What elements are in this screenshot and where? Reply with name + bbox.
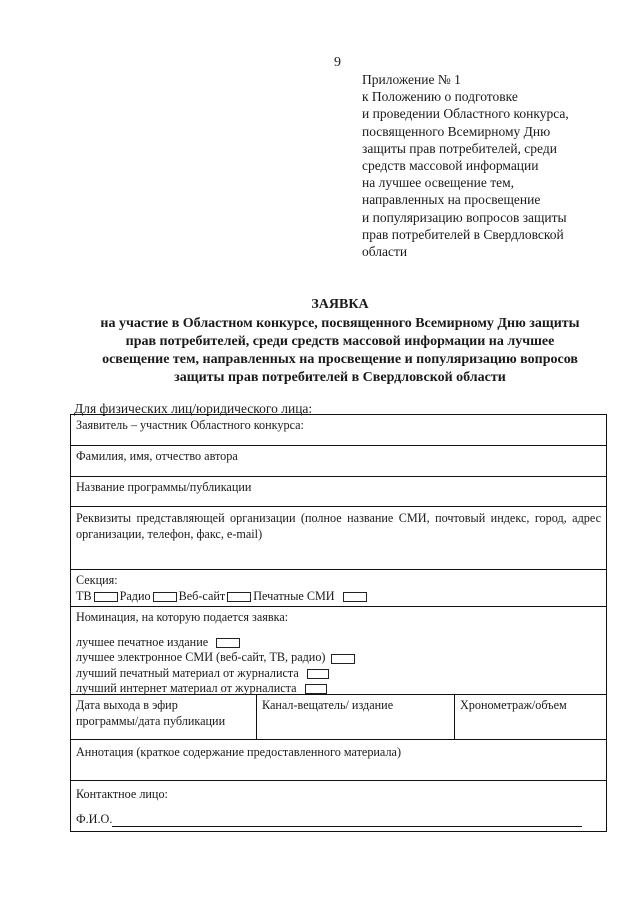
nomination-option-label: лучший печатный материал от журналиста (76, 665, 299, 680)
broadcast-date-cell[interactable] (71, 695, 256, 739)
org-details-row[interactable] (71, 507, 606, 570)
fio-label: Ф.И.О. (76, 812, 113, 826)
nomination-option-label: лучшее электронное СМИ (веб-сайт, ТВ, радио) (76, 650, 326, 665)
document-title: ЗАЯВКА (311, 297, 369, 312)
best-electronic-media-checkbox[interactable] (331, 654, 355, 664)
section-label: Секция: (76, 573, 118, 587)
contact-row (71, 781, 606, 831)
applicant-row[interactable] (71, 415, 606, 446)
section-option-label: Радио (119, 588, 151, 603)
contact-label: Контактное лицо: (76, 787, 168, 801)
channel-cell[interactable] (256, 695, 454, 739)
org-details-label: Реквизиты представляющей организации (полное название СМИ, почтовый индекс, город, адрес организации, телефон, факс, e-mail) (76, 511, 601, 541)
best-print-material-checkbox[interactable] (307, 669, 329, 679)
subtitle-line: прав потребителей, среди средств массовой информации на лучшее (125, 334, 555, 349)
appendix-line: Приложение № 1 (362, 72, 461, 87)
appendix-line: посвященного Всемирному Дню (362, 123, 551, 139)
website-checkbox[interactable] (227, 592, 251, 602)
appendix-line: и популяризацию вопросов защиты (362, 209, 567, 225)
section-option-label: Веб-сайт (178, 588, 226, 603)
program-name-label: Название программы/публикации (76, 480, 252, 494)
section-option-label: ТВ (76, 588, 92, 603)
radio-checkbox[interactable] (153, 592, 177, 602)
appendix-line: направленных на просвещение (362, 192, 541, 208)
nomination-option (76, 635, 601, 650)
annotation-row[interactable] (71, 740, 606, 781)
fio-input-line[interactable] (112, 814, 582, 827)
application-form-table (70, 414, 607, 832)
timing-cell[interactable] (454, 695, 606, 739)
best-print-edition-checkbox[interactable] (216, 638, 240, 648)
section-row (71, 570, 606, 607)
applicant-type-label: Для физических лиц/юридического лица: (74, 401, 313, 416)
nomination-option (76, 666, 601, 681)
nomination-option (76, 681, 601, 696)
print-media-checkbox[interactable] (343, 592, 367, 602)
appendix-line: защиты прав потребителей, среди (362, 140, 557, 156)
channel-label: Канал-вещатель/ издание (262, 698, 394, 712)
publication-details-row (71, 695, 606, 740)
annotation-label: Аннотация (краткое содержание предоставленного материала) (76, 745, 401, 759)
appendix-line: прав потребителей в Свердловской (362, 226, 564, 242)
applicant-label: Заявитель – участник Областного конкурса: (76, 418, 304, 432)
author-name-row[interactable] (71, 446, 606, 477)
subtitle-line: защиты прав потребителей в Свердловской области (174, 370, 506, 385)
author-name-label: Фамилия, имя, отчество автора (76, 449, 238, 463)
page-number: 9 (334, 55, 341, 70)
best-internet-material-checkbox[interactable] (305, 684, 327, 694)
nomination-row (71, 607, 606, 695)
nomination-option (76, 650, 601, 665)
appendix-line: области (362, 244, 408, 260)
section-option-label: Печатные СМИ (253, 588, 335, 603)
subtitle-line: на участие в Областном конкурсе, посвященного Всемирному Дню защиты (100, 316, 580, 331)
nomination-label: Номинация, на которую подается заявка: (76, 610, 289, 624)
appendix-line: на лучшее освещение тем, (362, 175, 515, 191)
appendix-line: средств массовой информации (362, 158, 539, 174)
subtitle-line: освещение тем, направленных на просвещение и популяризацию вопросов (102, 352, 578, 367)
program-name-row[interactable] (71, 477, 606, 507)
document-subtitle (70, 315, 610, 387)
fio-line-wrap (76, 812, 601, 827)
broadcast-date-label: программы/дата публикации (76, 713, 226, 728)
appendix-line: к Положению о подготовке (362, 89, 518, 105)
appendix-line: и проведении Областного конкурса, (362, 106, 569, 122)
timing-label: Хронометраж/объем (460, 698, 567, 712)
appendix-note (362, 71, 569, 260)
nomination-option-label: лучшее печатное издание (76, 635, 209, 650)
nomination-option-label: лучший интернет материал от журналиста (76, 680, 297, 695)
section-options (76, 589, 601, 605)
tv-checkbox[interactable] (94, 592, 118, 602)
broadcast-date-label: Дата выхода в эфир (76, 698, 178, 712)
